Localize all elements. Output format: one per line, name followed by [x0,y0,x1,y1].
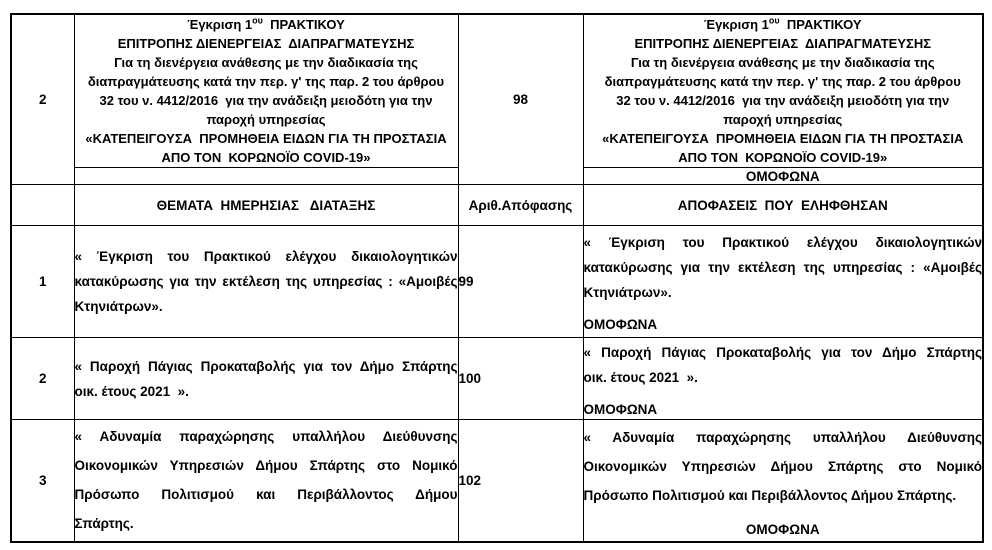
first-block-body-line: 32 του ν. 4412/2016 για την ανάδειξη μειοδότη για την [99,93,433,108]
agenda-topic-line: οικ. έτους 2021 ». [74,383,189,399]
decision-text-line: οικ. έτους 2021 ». [583,369,698,385]
agenda-row-number: 2 [11,338,74,420]
first-block-title-line1: Έγκριση $1^{o\upsilon}$ ΠΡΑΚΤΙΚΟΥ [187,15,345,32]
agenda-topic-line: Οικονομικών Υπηρεσιών Δήμου Σπάρτης στο Νομικό [74,458,458,474]
first-block-decision-body-line: ΑΠΟ ΤΟΝ ΚΟΡΩΝΟΪΟ COVID-19» [678,150,888,165]
first-block-row [11,14,983,168]
decision-text-cell [583,420,983,542]
first-block-row-number: 2 [11,14,74,185]
empty-cell [74,168,458,185]
agenda-topic-line: Σπάρτης. [74,516,134,532]
first-block-body-line: παροχή υπηρεσίας [206,112,326,127]
first-block-decision-title-line2: ΕΠΙΤΡΟΠΗΣ ΔΙΕΝΕΡΓΕΙΑΣ ΔΙΑΠΡΑΓΜΑΤΕΥΣΗΣ [634,36,932,51]
unanimous-label: ΟΜΟΦΩΝΑ [583,317,658,332]
decision-text-line: Κτηνιάτρων». [583,285,672,300]
first-block-body-line: ΑΠΟ ΤΟΝ ΚΟΡΩΝΟΪΟ COVID-19» [161,150,371,165]
unanimous-label: ΟΜΟΦΩΝΑ [745,521,820,537]
agenda-row-number: 3 [11,420,74,542]
table-row [11,420,983,542]
first-block-body-line: διαπραγμάτευσης κατά την περ. γ' της παρ. 2 του άρθρου [87,74,445,89]
agenda-row-number: 1 [11,226,74,338]
agenda-topic-line: « Παροχή Πάγιας Προκαταβολής για τον Δήμο Σπάρτης [74,358,458,374]
first-block-decision-body-line: 32 του ν. 4412/2016 για την ανάδειξη μειοδότη για την [616,93,950,108]
decision-number: 102 [458,420,583,542]
first-block-decision-body-line: παροχή υπηρεσίας [723,112,843,127]
first-block-decision-title-line1: Έγκριση $1^{o\upsilon}$ ΠΡΑΚΤΙΚΟΥ [703,15,862,32]
agenda-topic-cell [74,420,458,542]
first-block-body-line: «ΚΑΤΕΠΕΙΓΟΥΣΑ ΠΡΟΜΗΘΕΙΑ ΕΙΔΩΝ ΓΙΑ ΤΗ ΠΡΟΣΤΑΣΙΑ [85,131,447,146]
decision-text-line: « Αδυναμία παραχώρησης υπαλλήλου Διεύθυνσης [583,429,982,445]
agenda-topic-line: « Αδυναμία παραχώρησης υπαλλήλου Διεύθυνσης [74,429,458,445]
header-agenda-topics: ΘΕΜΑΤΑ ΗΜΕΡΗΣΙΑΣ ΔΙΑΤΑΞΗΣ [74,185,458,226]
agenda-topic-cell [74,226,458,338]
header-decisions-taken: ΑΠΟΦΑΣΕΙΣ ΠΟΥ ΕΛΗΦΘΗΣΑΝ [583,185,983,226]
decision-number: 99 [458,226,583,338]
ordinal-superscript: ου [768,15,780,26]
first-block-decision-cell [583,14,983,168]
header-decision-number: Αριθ.Απόφασης [458,185,583,226]
first-block-decision-body-line: Για τη διενέργεια ανάθεσης με την διαδικασία της [630,55,935,70]
ordinal-superscript: ου [252,15,263,26]
first-block-decision-body-line: διαπραγμάτευσης κατά την περ. γ' της παρ. 2 του άρθρου [604,74,961,89]
table-row [11,226,983,338]
decision-text-cell [583,226,983,338]
decision-text-cell [583,338,983,420]
first-block-unanimous-label: ΟΜΟΦΩΝΑ [583,168,983,185]
table-header-row [11,185,983,226]
agenda-topic-line: Πρόσωπο Πολιτισμού και Περιβάλλοντος Δήμου [74,487,458,503]
agenda-topic-line: κατακύρωσης για την εκτέλεση της υπηρεσίας : «Αμοιβές [74,274,458,289]
decision-text-line: « Έγκριση του Πρακτικού ελέγχου δικαιολογητικών [583,235,982,250]
first-block-decision-body-line: «ΚΑΤΕΠΕΙΓΟΥΣΑ ΠΡΟΜΗΘΕΙΑ ΕΙΔΩΝ ΓΙΑ ΤΗ ΠΡΟΣΤΑΣΙΑ [602,131,964,146]
first-block-title-line2: ΕΠΙΤΡΟΠΗΣ ΔΙΕΝΕΡΓΕΙΑΣ ΔΙΑΠΡΑΓΜΑΤΕΥΣΗΣ [117,36,415,51]
decisions-table [10,13,984,543]
agenda-topic-cell [74,338,458,420]
decision-text-line: κατακύρωσης για την εκτέλεση της υπηρεσίας : «Αμοιβές [583,260,982,275]
table-row [11,338,983,420]
decision-text-line: « Παροχή Πάγιας Προκαταβολής για τον Δήμο Σπάρτης [583,344,982,360]
agenda-topic-line: « Έγκριση του Πρακτικού ελέγχου δικαιολογητικών [74,249,458,264]
decision-text-line: Οικονομικών Υπηρεσιών Δήμου Σπάρτης στο Νομικό [583,458,982,474]
first-block-body-line: Για τη διενέργεια ανάθεσης με την διαδικασία της [114,55,418,70]
empty-header-cell [11,185,74,226]
agenda-topic-line: Κτηνιάτρων». [74,299,163,314]
decision-text-line: Πρόσωπο Πολιτισμού και Περιβάλλοντος Δήμου Σπάρτης. [583,487,957,503]
first-block-decision-number: 98 [458,14,583,185]
first-block-topic-cell [74,14,458,168]
unanimous-label: ΟΜΟΦΩΝΑ [583,401,658,417]
decision-number: 100 [458,338,583,420]
